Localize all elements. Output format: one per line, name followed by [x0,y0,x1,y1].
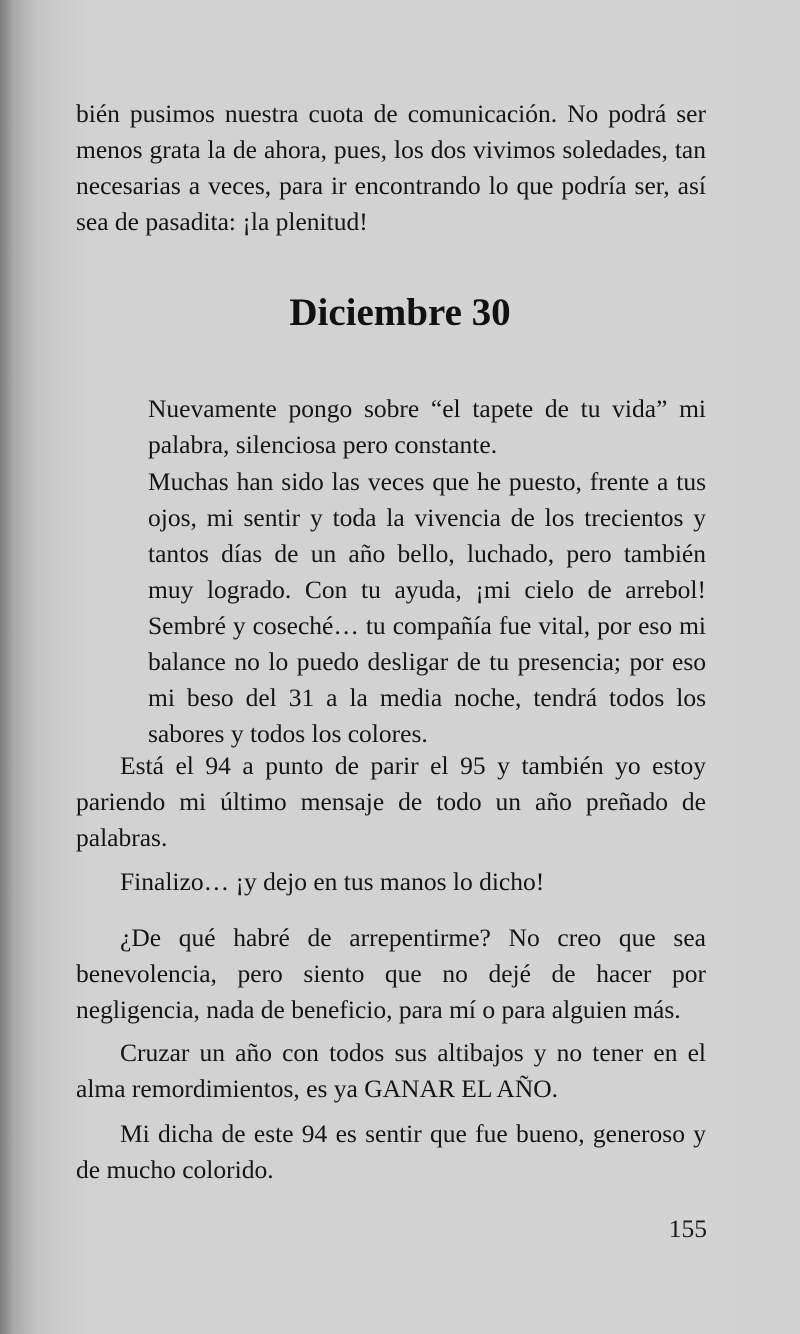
indented-paragraph-2: Muchas han sido las veces que he puesto, frente a tus ojos, mi sentir y toda la vivencia de los trecientos y tantos días de un año bello, luchado, pero también muy logrado. Con tu ayuda, ¡mi cielo de arrebol! Sembré y coseché… tu compañía fue vital, por eso mi balance no lo puedo desligar de tu presencia; por eso mi beso del 31 a la media noche, tendrá todos los sabores y todos los colores. [148,467,706,748]
body-paragraph-3: ¿De qué habré de arrepentirme? No creo que sea benevolencia, pero siento que no dejé de hacer por negligencia, nada de beneficio, para mí o para alguien más. [76,923,706,1024]
indented-paragraph-1: Nuevamente pongo sobre “el tapete de tu vida” mi palabra, silenciosa pero constante. [148,394,706,459]
body-paragraph-1: Está el 94 a punto de parir el 95 y también yo estoy pariendo mi último mensaje de todo un año preñado de palabras. [76,751,706,852]
body-paragraph-5: Mi dicha de este 94 es sentir que fue bueno, generoso y de mucho colorido. [76,1119,706,1184]
page-number: 155 [668,1214,707,1243]
body-paragraph-2: Finalizo… ¡y dejo en tus manos lo dicho! [120,867,545,896]
body-paragraph-4: Cruzar un año con todos sus altibajos y no tener en el alma remordimientos, es ya GANAR EL AÑO. [76,1038,706,1103]
section-heading: Diciembre 30 [289,291,511,334]
opening-paragraph: bién pusimos nuestra cuota de comunicación. No podrá ser menos grata la de ahora, pues, los dos vivimos soledades, tan necesarias a veces, para ir encontrando lo que podría ser, así sea de pasadita: ¡la plenitud! [76,99,706,236]
